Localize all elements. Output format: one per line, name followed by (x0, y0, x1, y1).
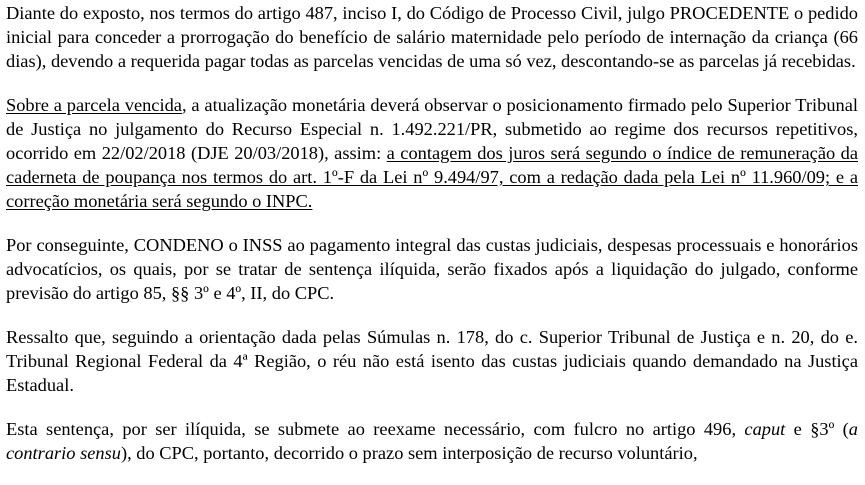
paragraph-dispositivo (6, 1, 858, 73)
document-body (6, 1, 858, 485)
paragraph-text: Diante do exposto, nos termos do artigo 487, inciso I, do Código de Processo Civil, julgo PROCEDENTE o pedido inicial para conceder a prorrogação do benefício de salário maternidade pelo período de internação da criança (66 dias), devendo a requerida pagar todas as parcelas vencidas de uma só vez, descontando-se as parcelas já recebidas. (6, 3, 858, 71)
paragraph-reexame (6, 417, 858, 465)
italic-term: caput (744, 419, 786, 439)
underlined-lead: Sobre a parcela vencida (6, 95, 182, 115)
paragraph-text: , a atualização monetária deverá observar o posicionamento firmado pelo Superior Tribunal de Justiça no julgamento do Recurso Especial n. 1.492.221/PR, submetido ao regime dos recursos repetitivos, ocorrido em 22/02/2018 (DJE 20/03/2018), assim: (6, 95, 858, 163)
paragraph-text: e §3º ( (785, 419, 849, 439)
paragraph-text: Por conseguinte, CONDENO o INSS ao pagamento integral das custas judiciais, despesas processuais e honorários advocatícios, os quais, por se tratar de sentença ilíquida, serão fixados após a liquidação do julgado, conforme previsão do artigo 85, §§ 3º e 4º, II, do CPC. (6, 235, 858, 303)
underlined-tail: a contagem dos juros será segundo o índice de remuneração da caderneta de poupança nos termos do art. 1º-F da Lei nº 9.494/97, com a redação dada pela Lei nº 11.960/09; e a correção monetária será segundo o INPC. (6, 143, 858, 211)
paragraph-atualizacao-monetaria (6, 93, 858, 213)
paragraph-text: ), do CPC, portanto, decorrido o prazo sem interposição de recurso voluntário, (120, 443, 698, 463)
paragraph-text: Esta sentença, por ser ilíquida, se submete ao reexame necessário, com fulcro no artigo 496, (6, 419, 745, 439)
paragraph-custas (6, 325, 858, 397)
paragraph-text: Ressalto que, seguindo a orientação dada pelas Súmulas n. 178, do c. Superior Tribunal de Justiça e n. 20, do e. Tribunal Regional Federal da 4ª Região, o réu não está isento das custas judiciais quando demandado na Justiça Estadual. (6, 327, 858, 395)
italic-term: a contrario sensu (6, 419, 858, 463)
paragraph-condenacao (6, 233, 858, 305)
